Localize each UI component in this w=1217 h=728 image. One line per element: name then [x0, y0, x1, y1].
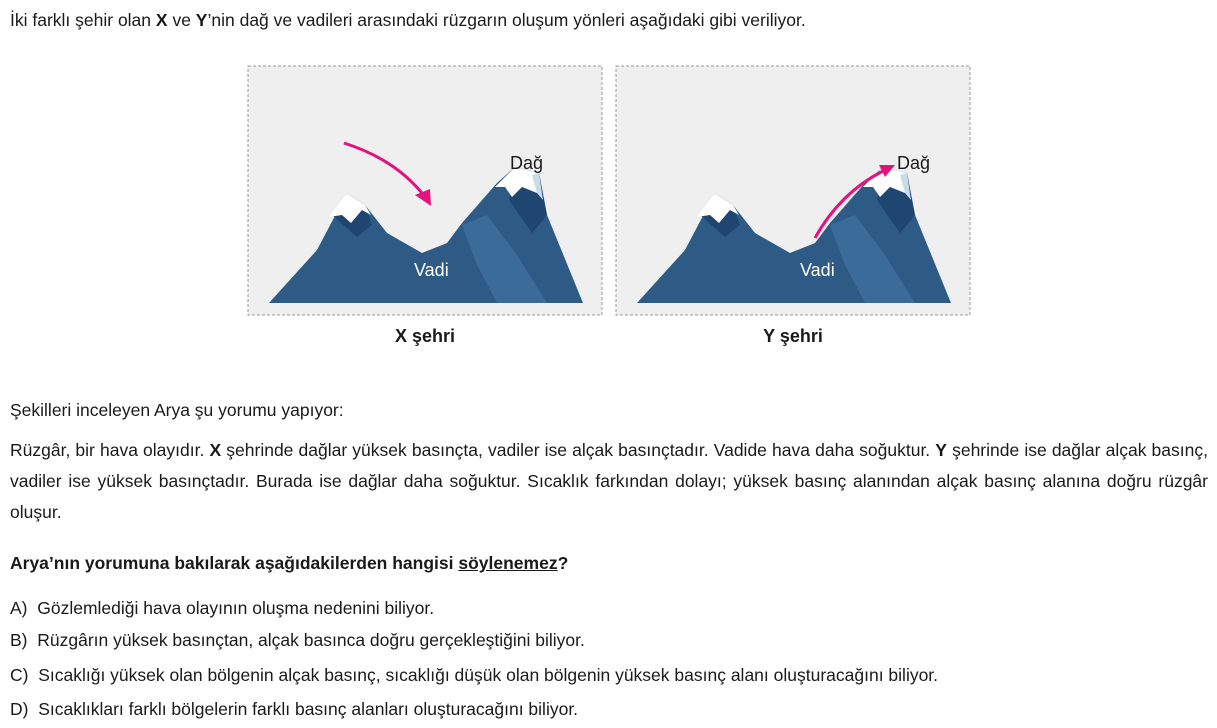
comment-paragraph: Rüzgâr, bir hava olayıdır. X şehrinde dağlar yüksek basınçta, vadiler ise alçak basınçtadır. Vadide hava daha soğuktur. Y şehrinde ise dağlar alçak basınç, vadiler ise yüksek basınçtadır. Burada ise dağlar daha soğuktur. Sıcaklık farkından dolayı; yüksek basınç alanından alçak basınç alanına doğru rüzgâr oluşur.: [10, 440, 1208, 522]
option-a[interactable]: A) Gözlemlediği hava olayının oluşma nedenini biliyor.: [10, 598, 435, 618]
option-b[interactable]: B) Rüzgârın yüksek basınçtan, alçak basınca doğru gerçekleştiğini biliyor.: [10, 630, 585, 650]
caption-y-city: Y şehri: [763, 326, 823, 346]
figure-x-city: [247, 65, 603, 316]
intro-text: İki farklı şehir olan X ve Y’nin dağ ve vadileri arasındaki rüzgarın oluşum yönleri aşağıdaki gibi veriliyor.: [10, 10, 806, 30]
caption-x-city: X şehri: [394, 326, 456, 346]
valley-label: Vadi: [800, 260, 835, 280]
option-d[interactable]: D) Sıcaklıkları farklı bölgelerin farklı basınç alanları oluşturacağını biliyor.: [10, 699, 579, 719]
mountain-label: Dağ: [510, 153, 544, 173]
lead-text: Şekilleri inceleyen Arya şu yorumu yapıyor:: [10, 400, 344, 420]
option-c[interactable]: C) Sıcaklığı yüksek olan bölgenin alçak basınç, sıcaklığı düşük olan bölgenin yüksek basınç alanı oluşturacağını biliyor.: [10, 665, 939, 685]
question-text: Arya’nın yorumuna bakılarak aşağıdakilerden hangisi söylenemez?: [10, 553, 569, 573]
mountain-label: Dağ: [897, 153, 931, 173]
figure-y-city: [615, 65, 971, 316]
valley-label: Vadi: [414, 260, 449, 280]
